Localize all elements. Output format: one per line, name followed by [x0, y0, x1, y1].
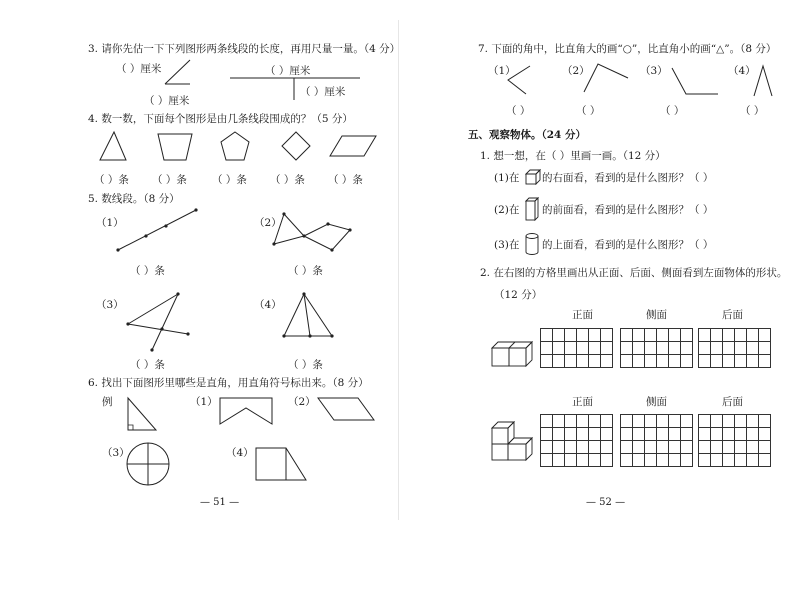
q6-figure-2 — [314, 394, 378, 424]
grid-row2-front[interactable] — [540, 414, 613, 467]
q7-answer-3: （ ） — [660, 105, 685, 117]
q4-rhombus — [282, 132, 310, 160]
q7-label-1: （1） — [488, 65, 516, 77]
q5-label-1: （1） — [96, 217, 124, 229]
s1-item-2-pre: (2)在 — [494, 204, 520, 216]
q3-blank-2: （ ）厘米 — [144, 95, 190, 107]
q3-blank-3: （ ）厘米 — [265, 65, 311, 77]
q5-answer-3: （ ）条 — [130, 359, 165, 371]
q6-figure-3-circle — [124, 440, 172, 488]
s1-item-1-post: 的右面看，看到的是什么图形？（ ） — [542, 172, 714, 184]
q4-answer-1: （ ）条 — [94, 174, 129, 186]
q3-angled-segments — [162, 58, 192, 98]
q5-figure-1 — [114, 206, 204, 256]
s2-score: （12 分） — [494, 289, 543, 301]
q5-figure-4 — [280, 290, 340, 342]
q6-example-right-triangle — [124, 394, 160, 434]
s1-item-3-pre: (3)在 — [494, 239, 520, 251]
q4-pentagon — [221, 132, 249, 160]
q5-label-4: （4） — [254, 299, 282, 311]
page-number-51: — 51 — — [200, 497, 240, 508]
q6-label-2: （2） — [288, 396, 316, 408]
q5-figure-3 — [124, 290, 194, 356]
q7-answer-1: （ ） — [506, 105, 531, 117]
q7-angle-1 — [504, 62, 534, 98]
right-page — [400, 0, 800, 589]
q5-answer-2: （ ）条 — [288, 265, 323, 277]
q4-answer-3: （ ）条 — [212, 174, 247, 186]
stacked-cube-object — [490, 420, 536, 466]
q4-text: 4. 数一数，下面每个图形是由几条线段围成的？（5 分） — [88, 113, 353, 125]
q4-trapezoid — [158, 134, 192, 160]
q4-answer-5: （ ）条 — [328, 174, 363, 186]
q4-shapes — [96, 130, 396, 166]
row1-header-front: 正面 — [572, 309, 593, 321]
q7-angle-2 — [580, 60, 632, 96]
q3-blank-4: （ ）厘米 — [300, 86, 346, 98]
q5-figure-2 — [270, 210, 360, 260]
q4-triangle — [100, 132, 126, 160]
q6-figure-1 — [216, 394, 276, 430]
q6-example-label: 例 — [102, 396, 113, 408]
q7-label-3: （3） — [640, 65, 668, 77]
q5-answer-4: （ ）条 — [288, 359, 323, 371]
cube-icon — [524, 168, 544, 188]
two-cube-object — [490, 340, 536, 370]
s1-text: 1. 想一想，在（ ）里画一画。（12 分） — [480, 150, 666, 162]
s1-item-2-post: 的前面看，看到的是什么图形？（ ） — [542, 204, 714, 216]
q4-answer-4: （ ）条 — [270, 174, 305, 186]
q5-answer-1: （ ）条 — [130, 265, 165, 277]
grid-row2-back[interactable] — [698, 414, 771, 467]
grid-row1-front[interactable] — [540, 328, 613, 368]
q7-answer-2: （ ） — [576, 105, 601, 117]
q3-blank-1: （ ）厘米 — [116, 63, 162, 75]
page-number-52: — 52 — — [586, 497, 626, 508]
q6-label-4: （4） — [226, 447, 254, 459]
q7-angle-4 — [750, 62, 776, 100]
q6-label-1: （1） — [190, 396, 218, 408]
cuboid-icon — [524, 196, 544, 224]
q5-label-2: （2） — [254, 217, 282, 229]
grid-row1-side[interactable] — [620, 328, 693, 368]
q5-label-3: （3） — [96, 299, 124, 311]
q3-text: 3. 请你先估一下下列图形两条线段的长度，再用尺量一量。（4 分） — [88, 43, 401, 55]
cylinder-icon — [524, 232, 542, 258]
s1-item-3-post: 的上面看，看到的是什么图形？（ ） — [542, 239, 714, 251]
q6-figure-4 — [252, 444, 312, 484]
q7-label-4: （4） — [728, 65, 756, 77]
q4-parallelogram — [330, 136, 376, 156]
grid-row1-back[interactable] — [698, 328, 771, 368]
q6-text: 6. 找出下面图形里哪些是直角，用直角符号标出来。（8 分） — [88, 377, 369, 389]
row2-header-side: 侧面 — [646, 396, 667, 408]
grid-row2-side[interactable] — [620, 414, 693, 467]
q6-label-3: （3） — [102, 447, 130, 459]
q5-text: 5. 数线段。（8 分） — [88, 193, 180, 205]
s2-text: 2. 在右图的方格里画出从正面、后面、侧面看到左面物体的形状。 — [480, 267, 788, 279]
row2-header-back: 后面 — [722, 396, 743, 408]
q7-answer-4: （ ） — [740, 105, 765, 117]
row2-header-front: 正面 — [572, 396, 593, 408]
row1-header-back: 后面 — [722, 309, 743, 321]
section-5-title: 五、观察物体。（24 分） — [468, 129, 587, 141]
s1-item-1-pre: (1)在 — [494, 172, 520, 184]
row1-header-side: 侧面 — [646, 309, 667, 321]
q7-angle-3 — [668, 64, 722, 98]
q7-text: 7. 下面的角中，比直角大的画“○”，比直角小的画“△”。（8 分） — [478, 43, 777, 55]
q7-label-2: （2） — [562, 65, 590, 77]
q4-answer-2: （ ）条 — [152, 174, 187, 186]
